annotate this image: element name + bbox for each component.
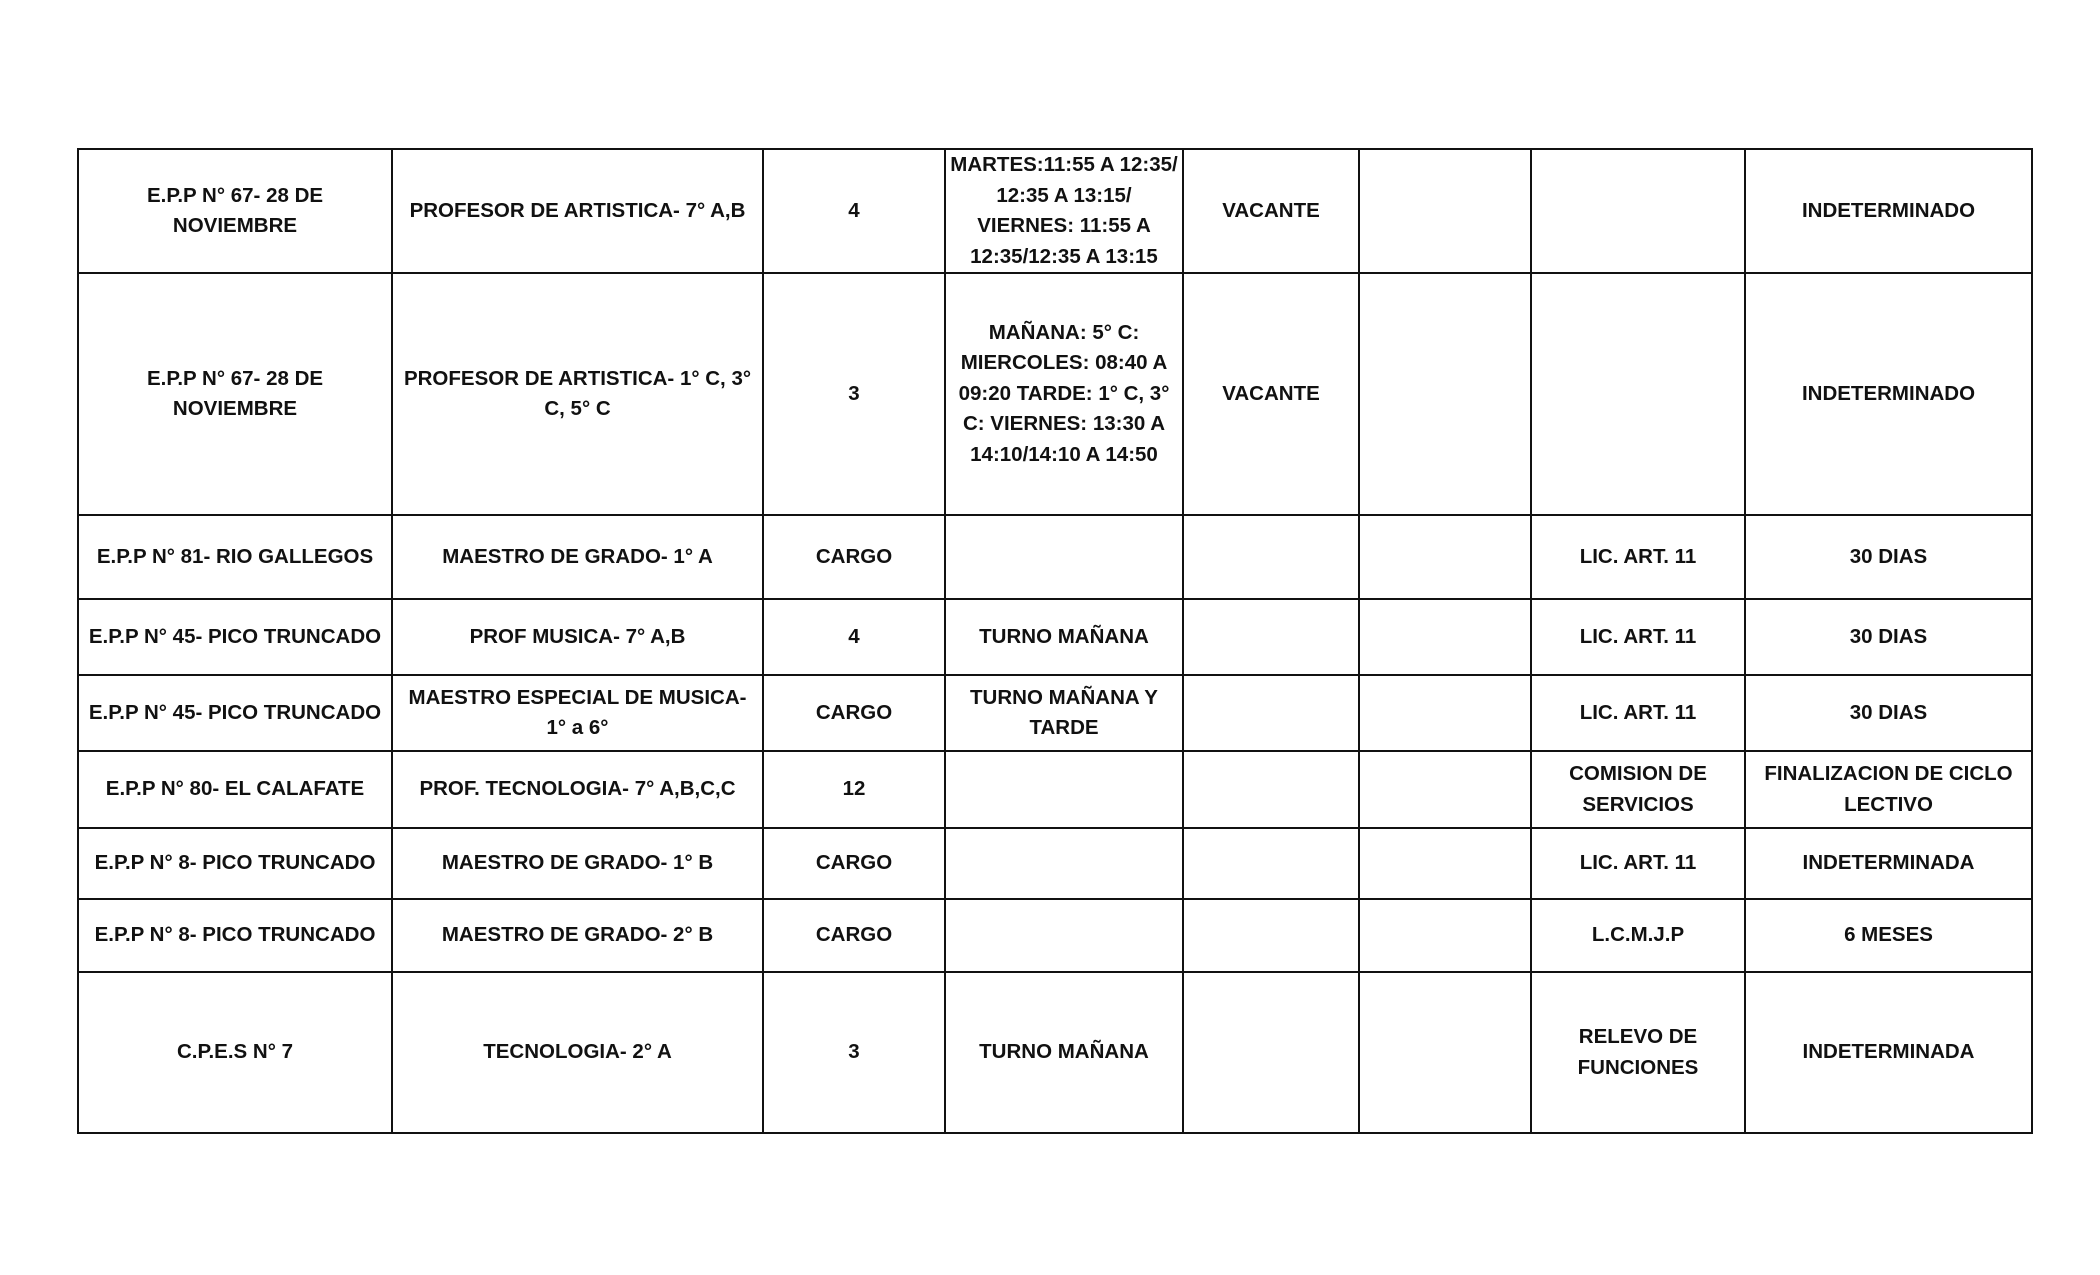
blank-cell [1359,751,1531,828]
vacancy-table-sheet [77,148,2031,1134]
position-cell: PROFESOR DE ARTISTICA- 7° A,B [392,149,763,273]
status-cell [1183,515,1359,599]
duration-cell: INDETERMINADA [1745,972,2032,1133]
schedule-cell: TURNO MAÑANA [945,599,1183,675]
table-row [78,751,2032,828]
duration-cell: 30 DIAS [1745,515,2032,599]
position-cell: MAESTRO DE GRADO- 1° B [392,828,763,899]
reason-cell: RELEVO DE FUNCIONES [1531,972,1745,1133]
blank-cell [1359,972,1531,1133]
reason-cell: LIC. ART. 11 [1531,675,1745,751]
school-cell: E.P.P N° 8- PICO TRUNCADO [78,899,392,972]
vacancy-table [77,148,2033,1134]
table-row [78,515,2032,599]
hours-cell: 4 [763,599,945,675]
status-cell: VACANTE [1183,273,1359,515]
status-cell: VACANTE [1183,149,1359,273]
school-cell: E.P.P N° 45- PICO TRUNCADO [78,599,392,675]
duration-cell: INDETERMINADO [1745,149,2032,273]
blank-cell [1359,675,1531,751]
blank-cell [1359,273,1531,515]
position-cell: PROFESOR DE ARTISTICA- 1° C, 3° C, 5° C [392,273,763,515]
reason-cell: LIC. ART. 11 [1531,515,1745,599]
reason-cell [1531,149,1745,273]
school-cell: C.P.E.S N° 7 [78,972,392,1133]
duration-cell: INDETERMINADA [1745,828,2032,899]
school-cell: E.P.P N° 8- PICO TRUNCADO [78,828,392,899]
position-cell: TECNOLOGIA- 2° A [392,972,763,1133]
hours-cell: CARGO [763,899,945,972]
table-row [78,599,2032,675]
blank-cell [1359,515,1531,599]
school-cell: E.P.P N° 45- PICO TRUNCADO [78,675,392,751]
school-cell: E.P.P N° 80- EL CALAFATE [78,751,392,828]
position-cell: MAESTRO DE GRADO- 1° A [392,515,763,599]
schedule-cell [945,899,1183,972]
status-cell [1183,751,1359,828]
hours-cell: 3 [763,273,945,515]
reason-cell [1531,273,1745,515]
hours-cell: CARGO [763,828,945,899]
table-row [78,972,2032,1133]
status-cell [1183,899,1359,972]
hours-cell: 4 [763,149,945,273]
hours-cell: CARGO [763,675,945,751]
position-cell: PROF MUSICA- 7° A,B [392,599,763,675]
schedule-cell: TURNO MAÑANA Y TARDE [945,675,1183,751]
school-cell: E.P.P N° 81- RIO GALLEGOS [78,515,392,599]
school-cell: E.P.P N° 67- 28 DE NOVIEMBRE [78,149,392,273]
blank-cell [1359,899,1531,972]
status-cell [1183,828,1359,899]
schedule-cell [945,751,1183,828]
duration-cell: 30 DIAS [1745,675,2032,751]
reason-cell: L.C.M.J.P [1531,899,1745,972]
position-cell: MAESTRO DE GRADO- 2° B [392,899,763,972]
position-cell: MAESTRO ESPECIAL DE MUSICA- 1° a 6° [392,675,763,751]
table-row [78,899,2032,972]
blank-cell [1359,828,1531,899]
duration-cell: 30 DIAS [1745,599,2032,675]
schedule-cell: MAÑANA: 5° C: MIERCOLES: 08:40 A 09:20 TARDE: 1° C, 3° C: VIERNES: 13:30 A 14:10/14:10 A 14:50 [945,273,1183,515]
hours-cell: CARGO [763,515,945,599]
reason-cell: COMISION DE SERVICIOS [1531,751,1745,828]
status-cell [1183,599,1359,675]
schedule-cell: TURNO MAÑANA [945,972,1183,1133]
reason-cell: LIC. ART. 11 [1531,599,1745,675]
school-cell: E.P.P N° 67- 28 DE NOVIEMBRE [78,273,392,515]
blank-cell [1359,599,1531,675]
duration-cell: FINALIZACION DE CICLO LECTIVO [1745,751,2032,828]
schedule-cell [945,515,1183,599]
position-cell: PROF. TECNOLOGIA- 7° A,B,C,C [392,751,763,828]
status-cell [1183,972,1359,1133]
hours-cell: 12 [763,751,945,828]
status-cell [1183,675,1359,751]
schedule-cell: MARTES:11:55 A 12:35/ 12:35 A 13:15/ VIERNES: 11:55 A 12:35/12:35 A 13:15 [945,149,1183,273]
table-row [78,828,2032,899]
duration-cell: 6 MESES [1745,899,2032,972]
table-row [78,149,2032,273]
reason-cell: LIC. ART. 11 [1531,828,1745,899]
hours-cell: 3 [763,972,945,1133]
blank-cell [1359,149,1531,273]
schedule-cell [945,828,1183,899]
table-row [78,273,2032,515]
duration-cell: INDETERMINADO [1745,273,2032,515]
table-row [78,675,2032,751]
